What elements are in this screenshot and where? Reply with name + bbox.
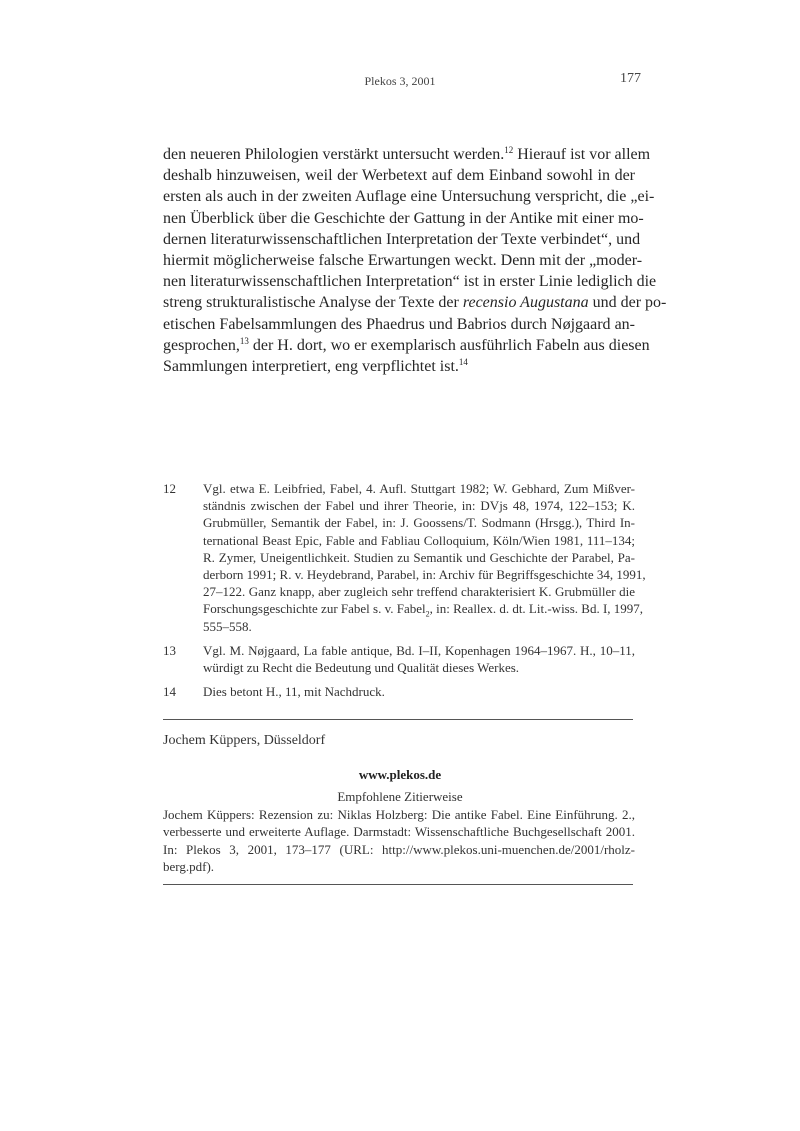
body-line: nen Überblick über die Geschichte der Gattung in der Antike mit einer mo- (163, 209, 644, 227)
footnote-line: Vgl. M. Nøjgaard, La fable antique, Bd. I–II, Kopenhagen 1964–1967. H., 10–11, (203, 642, 635, 658)
footnote-line: Forschungsgeschichte zur Fabel s. v. Fabel$_2$, in: Reallex. d. dt. Lit.-wiss. Bd. I, 1997, (203, 601, 644, 620)
footnote-14 (163, 683, 635, 700)
footnote-line: 27–122. Ganz knapp, aber zugleich sehr treffend charakterisiert K. Grubmüller die (203, 584, 635, 600)
site-link[interactable]: www.plekos.de (358, 767, 442, 782)
citation-text (163, 806, 635, 876)
citation-line: Jochem Küppers: Rezension zu: Niklas Holzberg: Die antike Fabel. Eine Einführung. 2., (163, 807, 635, 822)
divider-rule (163, 884, 633, 885)
body-line: gesprochen,$^{13}$ der H. dort, wo er exemplarisch ausführlich Fabeln aus diesen (163, 335, 650, 354)
footnote-text (203, 683, 635, 700)
footnote-line: 555–558. (203, 618, 252, 634)
footnote-text (203, 642, 635, 676)
body-line: Sammlungen interpretiert, eng verpflichtet ist.$^{14}$ (163, 357, 468, 376)
footnote-line: Dies betont H., 11, mit Nachdruck. (203, 684, 385, 700)
footnote-text (203, 480, 646, 635)
footnote-ref-14[interactable]: 14 (458, 357, 468, 368)
page-number: 177 (620, 71, 641, 86)
citation-line: berg.pdf). (163, 859, 215, 875)
footnote-line: ständnis zwischen der Fabel und ihrer Theorie, in: DVjs 48, 1974, 122–153; K. (203, 498, 635, 514)
body-paragraph (163, 144, 667, 377)
citation-line: verbesserte und erweiterte Auflage. Darmstadt: Wissenschaftliche Buchgesellschaft 2001. (163, 824, 635, 840)
footnote-line: R. Zymer, Uneigentlichkeit. Studien zu Semantik und Geschichte der Parabel, Pa- (203, 549, 635, 565)
footnote-number: 14 (163, 684, 176, 700)
body-line: streng strukturalistische Analyse der Texte der recensio Augustana und der po- (163, 294, 667, 312)
footnote-13 (163, 642, 635, 676)
body-line: deshalb hinzuweisen, weil der Werbetext auf dem Einband sowohl in der (163, 167, 635, 185)
body-line: nen literaturwissenschaftlichen Interpretation“ ist in erster Linie lediglich die (163, 273, 657, 291)
footnote-line: derborn 1991; R. v. Heydebrand, Parabel, in: Archiv für Begriffsgeschichte 34, 1991, (203, 567, 646, 583)
body-line: dernen literaturwissenschaftlichen Interpretation der Texte verbindet“, und (163, 230, 641, 248)
review-author: Jochem Küppers, Düsseldorf (163, 733, 326, 748)
footnote-line: Vgl. etwa E. Leibfried, Fabel, 4. Aufl. Stuttgart 1982; W. Gebhard, Zum Mißver- (203, 481, 635, 496)
footnote-number: 12 (163, 481, 176, 496)
divider-rule (163, 719, 633, 720)
citation-heading: Empfohlene Zitierweise (337, 789, 463, 804)
body-line: ersten als auch in der zweiten Auflage eine Untersuchung verspricht, die „ei- (163, 188, 655, 206)
body-line: hiermit möglicherweise falsche Erwartungen weckt. Denn mit der „moder- (163, 252, 643, 270)
footnotes (163, 480, 646, 707)
citation-line: In: Plekos 3, 2001, 173–177 (URL: http://www.plekos.uni-muenchen.de/2001/rholz- (163, 841, 635, 857)
running-header-journal: Plekos 3, 2001 (364, 74, 436, 88)
footnote-ref-13[interactable]: 13 (239, 335, 249, 346)
body-line: etischen Fabelsammlungen des Phaedrus und Babrios durch Nøjgaard an- (163, 315, 635, 333)
footnote-line: ternational Beast Epic, Fable and Fabliau Colloquium, Köln/Wien 1981, 111–134; (203, 532, 635, 548)
footnote-12 (163, 480, 646, 635)
footnote-ref-12[interactable]: 12 (504, 145, 514, 155)
footnote-number: 13 (163, 642, 176, 658)
footnote-line: Grubmüller, Semantik der Fabel, in: J. Goossens/T. Sodmann (Hrsgg.), Third In- (203, 515, 635, 531)
footnote-line: würdigt zu Recht die Bedeutung und Qualität dieses Werkes. (203, 660, 520, 676)
body-line: den neueren Philologien verstärkt untersucht werden.$^{12}$ Hierauf ist vor allem (163, 145, 651, 163)
italic-title: recensio Augustana (462, 294, 589, 312)
